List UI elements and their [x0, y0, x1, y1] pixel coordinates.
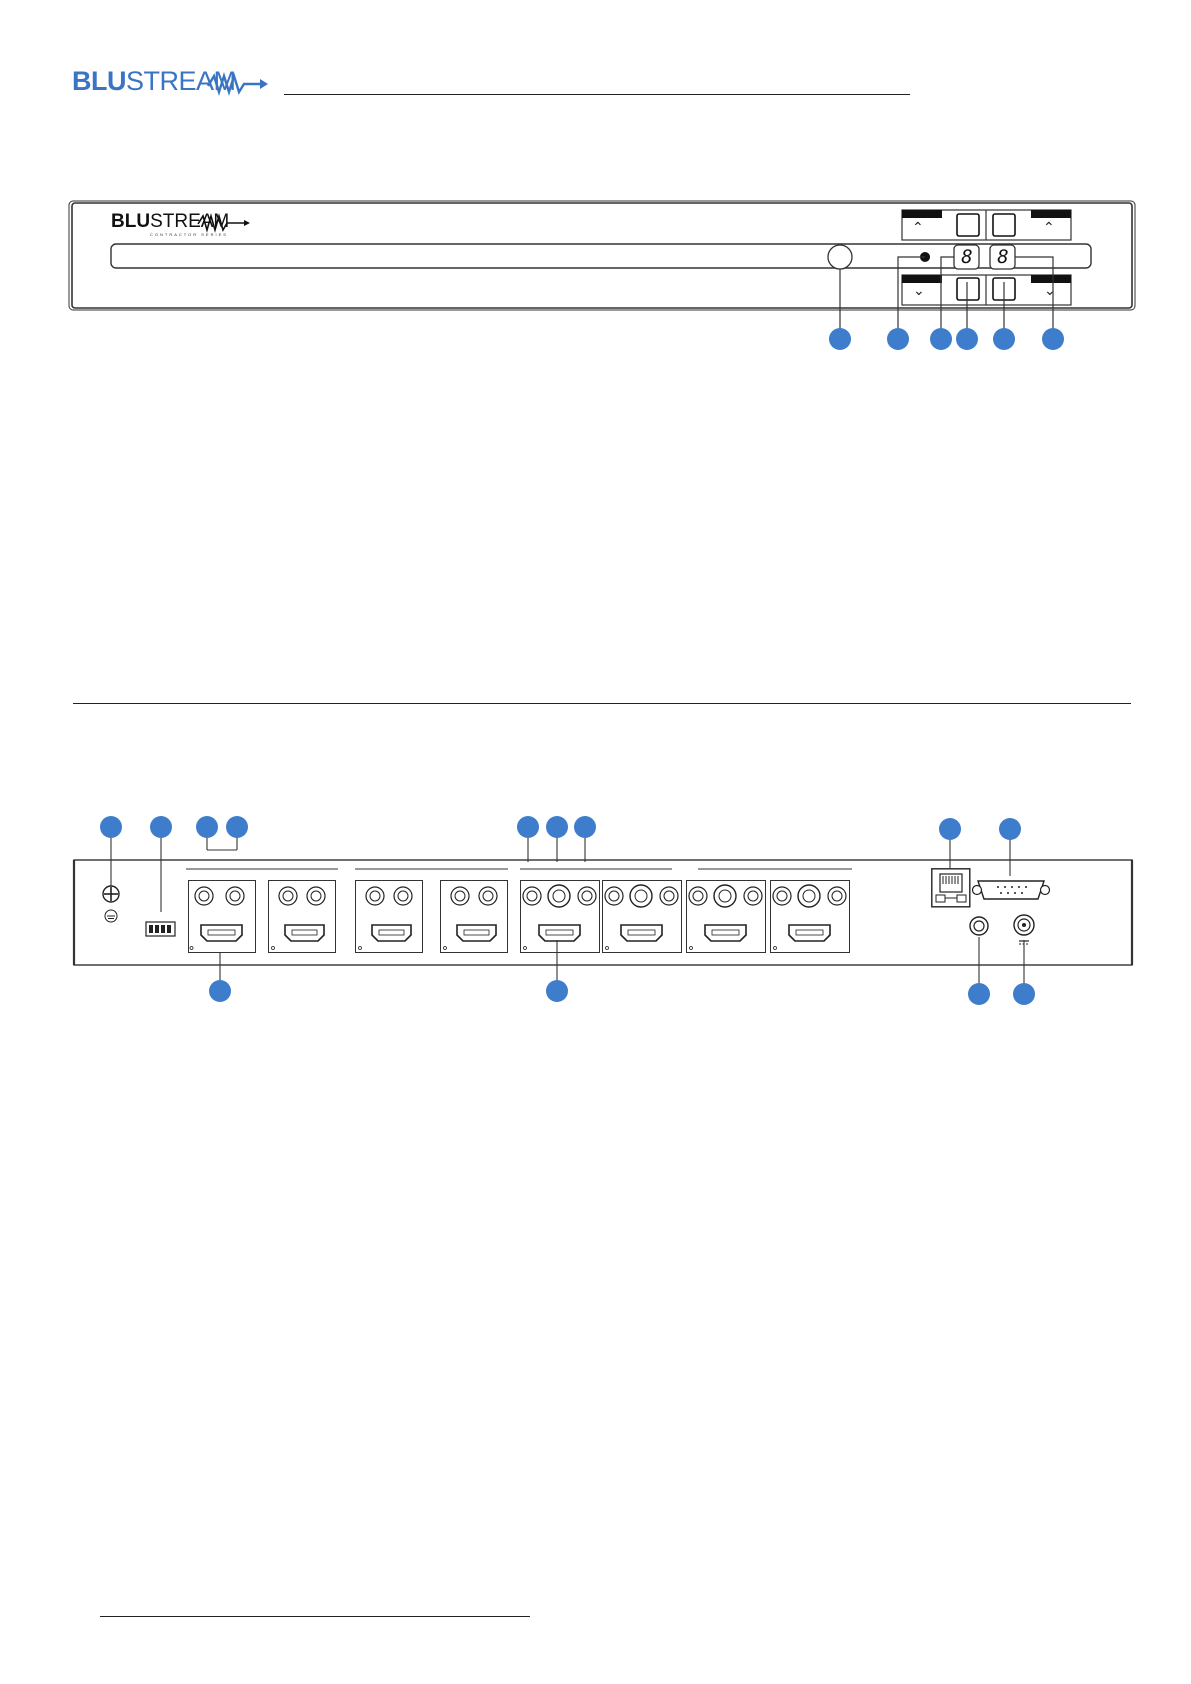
callout-rear-audio-l — [196, 816, 218, 838]
front-logo-blu: BLU — [111, 211, 151, 232]
callout-rear-ground — [100, 816, 122, 838]
callout-rear-power — [1013, 983, 1035, 1005]
callout-rear-out-dig — [546, 816, 568, 838]
chevron-down-icon[interactable]: ⌄ — [913, 282, 925, 298]
display-left: 8 — [961, 246, 973, 268]
display-right: 8 — [997, 246, 1009, 268]
chevron-up-icon[interactable]: ⌃ — [1043, 219, 1055, 235]
callout-rear-out-r — [574, 816, 596, 838]
callout-rear-hdmi-out — [546, 980, 568, 1002]
callout-rear-lan — [939, 818, 961, 840]
callout-rear-out-l — [517, 816, 539, 838]
logo-stream-text: STREAM — [126, 66, 236, 96]
front-logo-stream: STREAM — [150, 211, 230, 232]
front-logo-sub: CONTRACTOR SERIES — [150, 232, 228, 237]
logo-blu-text: BLU — [72, 66, 126, 96]
callout-rear-audio-r — [226, 816, 248, 838]
callout-rear-hdmi-in — [209, 980, 231, 1002]
callout-rear-rs232 — [999, 818, 1021, 840]
chevron-up-icon[interactable]: ⌃ — [912, 219, 924, 235]
callout-rear-ir — [968, 983, 990, 1005]
chevron-down-icon[interactable]: ⌄ — [1044, 282, 1056, 298]
callout-rear-dip — [150, 816, 172, 838]
footer-rule — [100, 1616, 530, 1617]
